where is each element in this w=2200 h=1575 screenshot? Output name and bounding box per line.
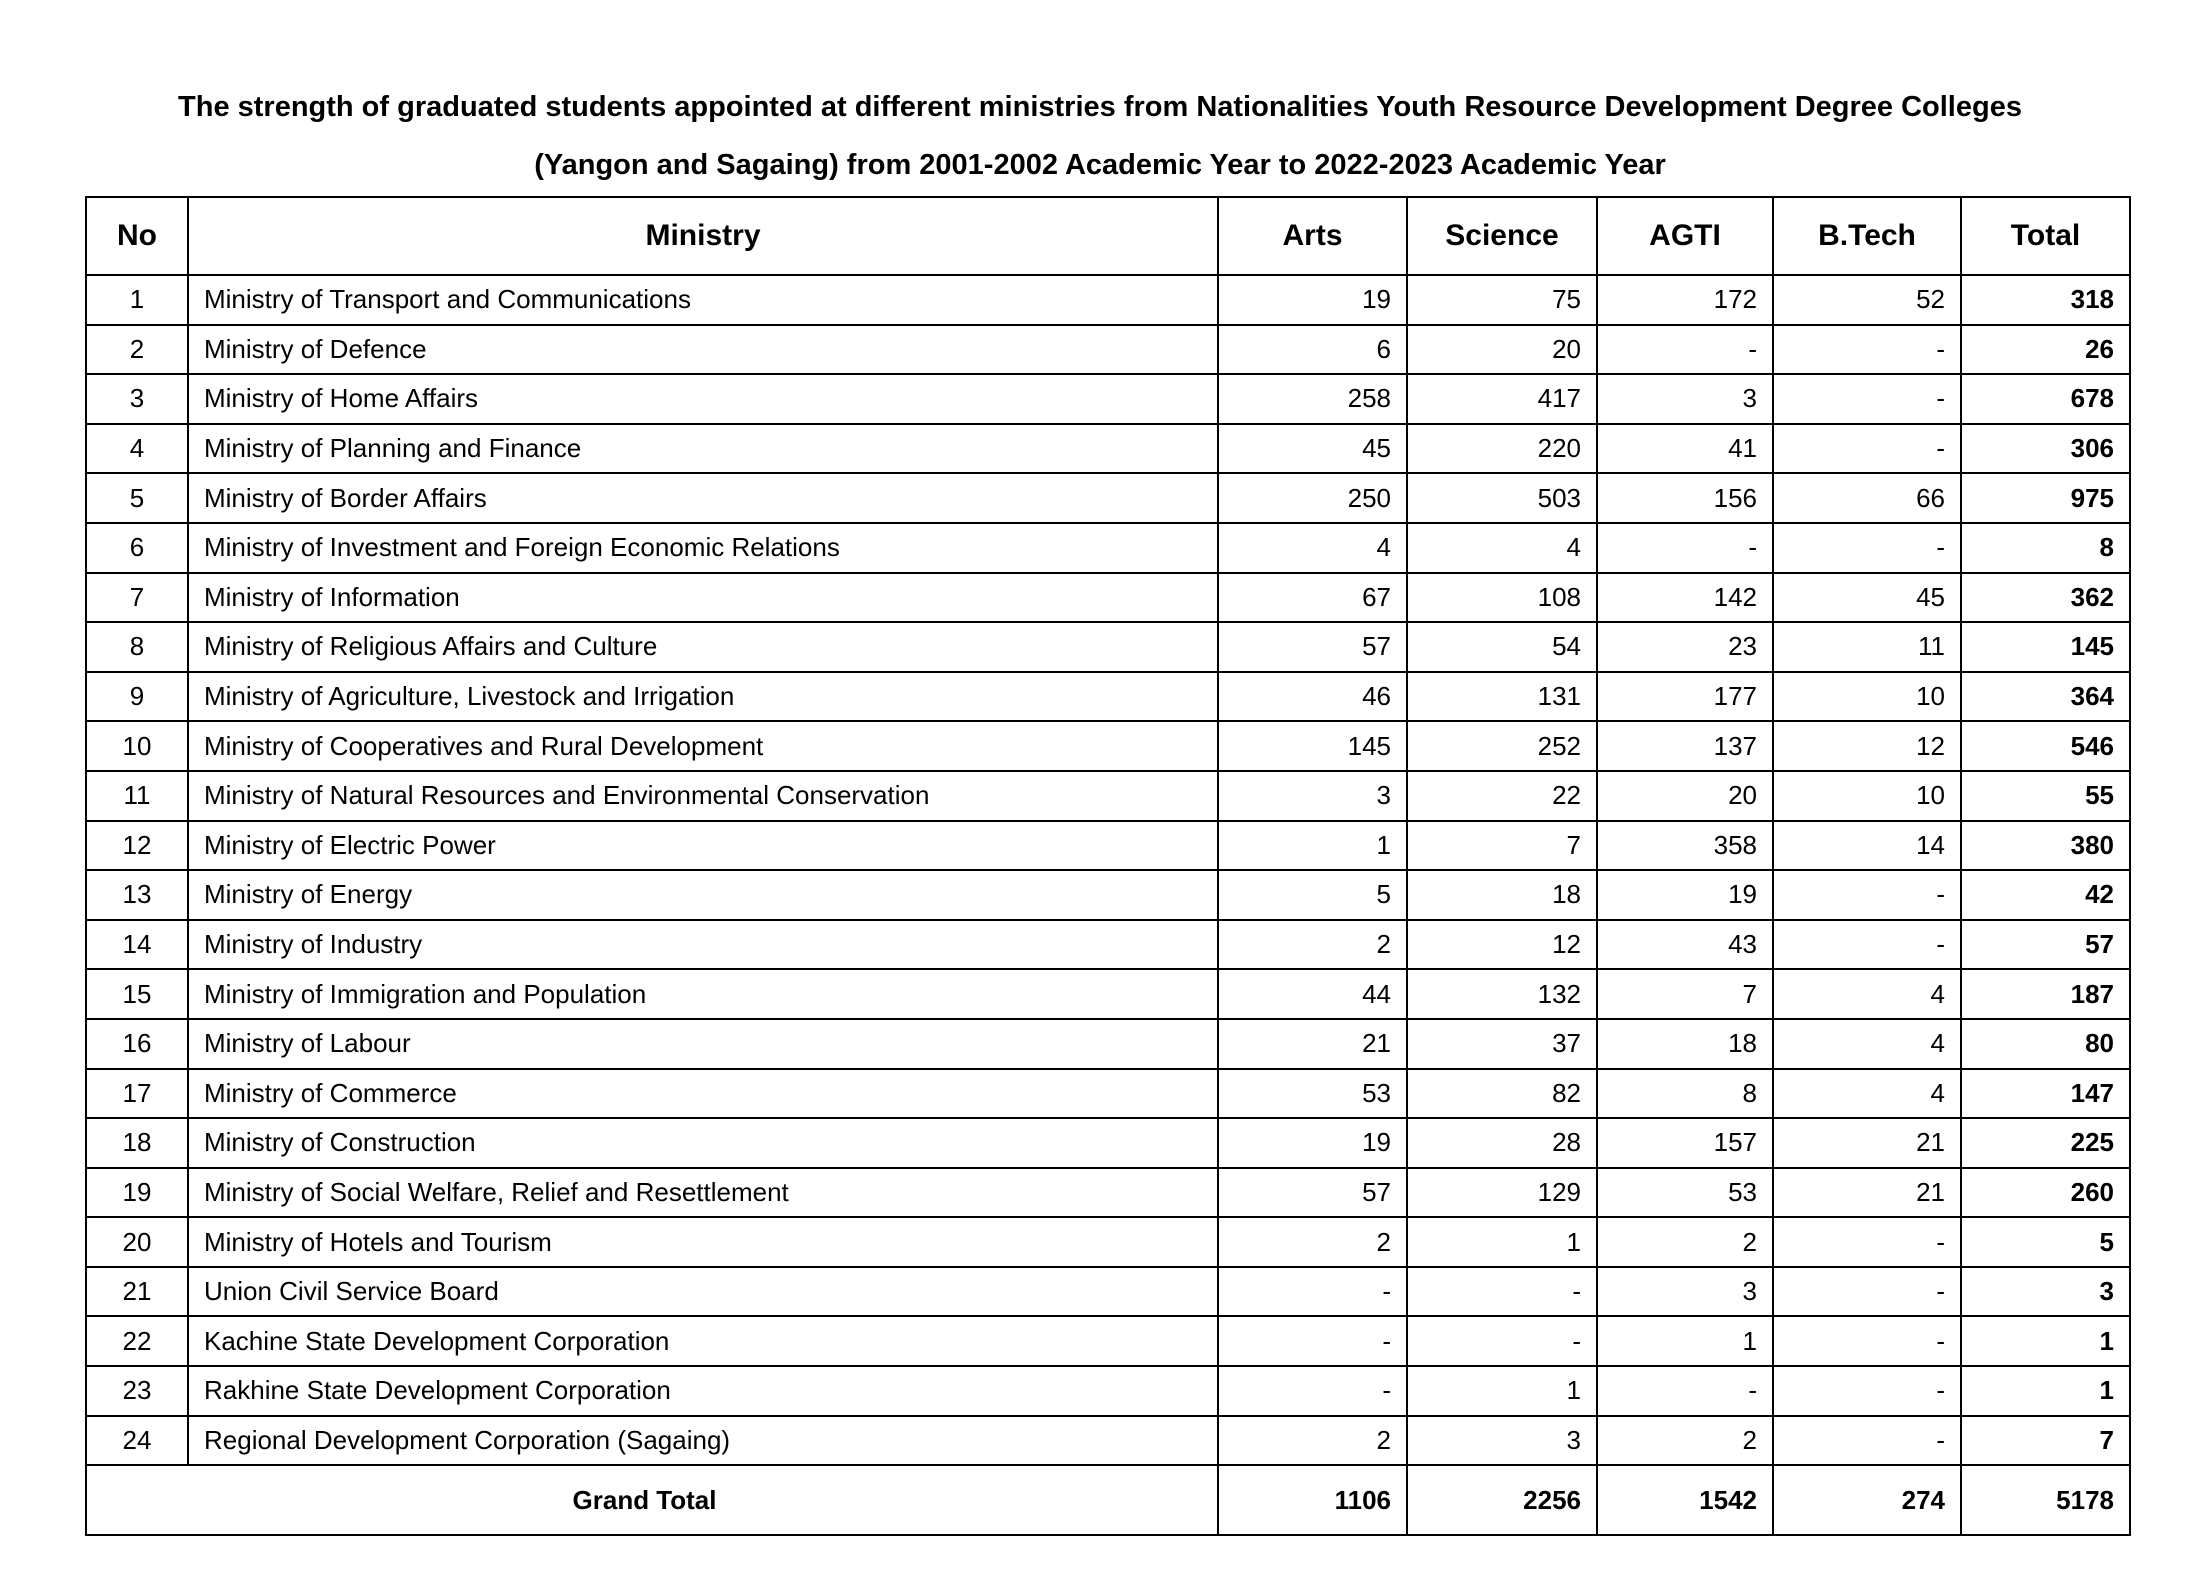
- table-row: [86, 573, 2130, 623]
- cell-arts: 2: [1218, 1217, 1407, 1267]
- cell-total: 1: [1961, 1316, 2130, 1366]
- cell-btech: 21: [1773, 1168, 1961, 1218]
- cell-arts: 4: [1218, 523, 1407, 573]
- header-agti: AGTI: [1597, 197, 1773, 275]
- cell-ministry: Ministry of Immigration and Population: [188, 969, 1218, 1019]
- cell-total: 147: [1961, 1069, 2130, 1119]
- cell-science: 28: [1407, 1118, 1597, 1168]
- cell-science: 129: [1407, 1168, 1597, 1218]
- cell-no: 7: [86, 573, 188, 623]
- cell-no: 1: [86, 275, 188, 325]
- cell-no: 2: [86, 325, 188, 375]
- grand-total-row: [86, 1465, 2130, 1535]
- table-row: [86, 1069, 2130, 1119]
- cell-science: 12: [1407, 920, 1597, 970]
- table-row: [86, 275, 2130, 325]
- title-line-1: The strength of graduated students appointed at different ministries from Nationalities Youth Resource Development Degree Colleges: [178, 91, 2022, 123]
- cell-science: 503: [1407, 473, 1597, 523]
- cell-btech: 66: [1773, 473, 1961, 523]
- cell-agti: 157: [1597, 1118, 1773, 1168]
- header-total: Total: [1961, 197, 2130, 275]
- table-row: [86, 1416, 2130, 1466]
- header-btech: B.Tech: [1773, 197, 1961, 275]
- cell-ministry: Ministry of Industry: [188, 920, 1218, 970]
- table-row: [86, 622, 2130, 672]
- cell-agti: 2: [1597, 1217, 1773, 1267]
- cell-no: 4: [86, 424, 188, 474]
- cell-science: 3: [1407, 1416, 1597, 1466]
- cell-no: 13: [86, 870, 188, 920]
- cell-btech: 11: [1773, 622, 1961, 672]
- cell-ministry: Ministry of Religious Affairs and Culture: [188, 622, 1218, 672]
- cell-arts: 5: [1218, 870, 1407, 920]
- cell-agti: -: [1597, 325, 1773, 375]
- cell-total: 3: [1961, 1267, 2130, 1317]
- grand-total-total: 5178: [1961, 1465, 2130, 1535]
- cell-ministry: Ministry of Information: [188, 573, 1218, 623]
- cell-agti: 3: [1597, 1267, 1773, 1317]
- table-row: [86, 920, 2130, 970]
- table-row: [86, 1267, 2130, 1317]
- table-row: [86, 721, 2130, 771]
- cell-arts: -: [1218, 1267, 1407, 1317]
- cell-btech: -: [1773, 1316, 1961, 1366]
- cell-btech: -: [1773, 1217, 1961, 1267]
- cell-arts: 46: [1218, 672, 1407, 722]
- grand-total-btech: 274: [1773, 1465, 1961, 1535]
- cell-total: 362: [1961, 573, 2130, 623]
- cell-btech: -: [1773, 920, 1961, 970]
- cell-no: 24: [86, 1416, 188, 1466]
- cell-science: 4: [1407, 523, 1597, 573]
- cell-no: 10: [86, 721, 188, 771]
- cell-btech: 52: [1773, 275, 1961, 325]
- table-row: [86, 1118, 2130, 1168]
- cell-arts: 19: [1218, 275, 1407, 325]
- cell-ministry: Ministry of Hotels and Tourism: [188, 1217, 1218, 1267]
- cell-arts: 45: [1218, 424, 1407, 474]
- cell-science: 108: [1407, 573, 1597, 623]
- cell-btech: 14: [1773, 821, 1961, 871]
- cell-total: 55: [1961, 771, 2130, 821]
- cell-agti: 7: [1597, 969, 1773, 1019]
- cell-total: 42: [1961, 870, 2130, 920]
- cell-agti: -: [1597, 523, 1773, 573]
- cell-no: 6: [86, 523, 188, 573]
- cell-total: 80: [1961, 1019, 2130, 1069]
- cell-agti: -: [1597, 1366, 1773, 1416]
- cell-total: 225: [1961, 1118, 2130, 1168]
- cell-total: 678: [1961, 374, 2130, 424]
- cell-science: 7: [1407, 821, 1597, 871]
- table-row: [86, 473, 2130, 523]
- grand-total-science: 2256: [1407, 1465, 1597, 1535]
- cell-science: 220: [1407, 424, 1597, 474]
- cell-ministry: Ministry of Investment and Foreign Economic Relations: [188, 523, 1218, 573]
- cell-ministry: Ministry of Defence: [188, 325, 1218, 375]
- cell-ministry: Ministry of Commerce: [188, 1069, 1218, 1119]
- cell-btech: -: [1773, 870, 1961, 920]
- cell-ministry: Kachine State Development Corporation: [188, 1316, 1218, 1366]
- cell-ministry: Union Civil Service Board: [188, 1267, 1218, 1317]
- cell-no: 16: [86, 1019, 188, 1069]
- grand-total-arts: 1106: [1218, 1465, 1407, 1535]
- cell-science: 75: [1407, 275, 1597, 325]
- cell-btech: 4: [1773, 1019, 1961, 1069]
- cell-agti: 2: [1597, 1416, 1773, 1466]
- table-row: [86, 1316, 2130, 1366]
- cell-total: 187: [1961, 969, 2130, 1019]
- cell-btech: 10: [1773, 771, 1961, 821]
- table-row: [86, 870, 2130, 920]
- cell-no: 20: [86, 1217, 188, 1267]
- cell-btech: 12: [1773, 721, 1961, 771]
- cell-arts: 145: [1218, 721, 1407, 771]
- cell-arts: 2: [1218, 1416, 1407, 1466]
- cell-agti: 43: [1597, 920, 1773, 970]
- ministry-table: [85, 196, 2131, 1536]
- cell-arts: 19: [1218, 1118, 1407, 1168]
- table-header-row: [86, 197, 2130, 275]
- table-body: [86, 275, 2130, 1465]
- cell-agti: 53: [1597, 1168, 1773, 1218]
- table-row: [86, 969, 2130, 1019]
- cell-no: 23: [86, 1366, 188, 1416]
- cell-agti: 8: [1597, 1069, 1773, 1119]
- cell-science: 20: [1407, 325, 1597, 375]
- table-row: [86, 1217, 2130, 1267]
- page-title: [85, 78, 2115, 194]
- cell-science: 1: [1407, 1366, 1597, 1416]
- cell-arts: 67: [1218, 573, 1407, 623]
- cell-no: 17: [86, 1069, 188, 1119]
- cell-btech: 4: [1773, 969, 1961, 1019]
- cell-total: 57: [1961, 920, 2130, 970]
- cell-ministry: Ministry of Social Welfare, Relief and Resettlement: [188, 1168, 1218, 1218]
- cell-btech: 45: [1773, 573, 1961, 623]
- cell-arts: 57: [1218, 1168, 1407, 1218]
- grand-total-label: Grand Total: [86, 1465, 1218, 1535]
- cell-total: 7: [1961, 1416, 2130, 1466]
- header-science: Science: [1407, 197, 1597, 275]
- cell-arts: 57: [1218, 622, 1407, 672]
- cell-total: 5: [1961, 1217, 2130, 1267]
- cell-total: 364: [1961, 672, 2130, 722]
- cell-ministry: Ministry of Transport and Communications: [188, 275, 1218, 325]
- cell-agti: 142: [1597, 573, 1773, 623]
- cell-arts: 21: [1218, 1019, 1407, 1069]
- table-row: [86, 821, 2130, 871]
- cell-ministry: Rakhine State Development Corporation: [188, 1366, 1218, 1416]
- cell-total: 546: [1961, 721, 2130, 771]
- cell-science: 18: [1407, 870, 1597, 920]
- cell-no: 15: [86, 969, 188, 1019]
- cell-science: 132: [1407, 969, 1597, 1019]
- cell-btech: 21: [1773, 1118, 1961, 1168]
- cell-no: 21: [86, 1267, 188, 1317]
- cell-science: 82: [1407, 1069, 1597, 1119]
- cell-btech: -: [1773, 523, 1961, 573]
- table-row: [86, 523, 2130, 573]
- cell-agti: 358: [1597, 821, 1773, 871]
- cell-no: 22: [86, 1316, 188, 1366]
- cell-arts: 2: [1218, 920, 1407, 970]
- cell-total: 145: [1961, 622, 2130, 672]
- cell-ministry: Ministry of Border Affairs: [188, 473, 1218, 523]
- cell-science: -: [1407, 1267, 1597, 1317]
- cell-science: 252: [1407, 721, 1597, 771]
- cell-science: 54: [1407, 622, 1597, 672]
- cell-arts: 1: [1218, 821, 1407, 871]
- cell-no: 14: [86, 920, 188, 970]
- cell-arts: 250: [1218, 473, 1407, 523]
- cell-total: 380: [1961, 821, 2130, 871]
- cell-arts: 53: [1218, 1069, 1407, 1119]
- cell-ministry: Ministry of Energy: [188, 870, 1218, 920]
- cell-science: 37: [1407, 1019, 1597, 1069]
- cell-no: 5: [86, 473, 188, 523]
- cell-total: 26: [1961, 325, 2130, 375]
- cell-arts: 44: [1218, 969, 1407, 1019]
- cell-science: 131: [1407, 672, 1597, 722]
- table-row: [86, 672, 2130, 722]
- cell-agti: 18: [1597, 1019, 1773, 1069]
- cell-agti: 177: [1597, 672, 1773, 722]
- cell-ministry: Ministry of Natural Resources and Environmental Conservation: [188, 771, 1218, 821]
- grand-total-agti: 1542: [1597, 1465, 1773, 1535]
- cell-ministry: Ministry of Home Affairs: [188, 374, 1218, 424]
- cell-agti: 20: [1597, 771, 1773, 821]
- cell-total: 975: [1961, 473, 2130, 523]
- cell-no: 3: [86, 374, 188, 424]
- cell-ministry: Ministry of Cooperatives and Rural Development: [188, 721, 1218, 771]
- cell-no: 8: [86, 622, 188, 672]
- cell-science: 417: [1407, 374, 1597, 424]
- header-no: No: [86, 197, 188, 275]
- cell-arts: -: [1218, 1316, 1407, 1366]
- cell-agti: 41: [1597, 424, 1773, 474]
- cell-btech: -: [1773, 1267, 1961, 1317]
- title-line-2: (Yangon and Sagaing) from 2001-2002 Academic Year to 2022-2023 Academic Year: [534, 149, 1666, 181]
- cell-btech: -: [1773, 374, 1961, 424]
- cell-btech: -: [1773, 325, 1961, 375]
- cell-btech: 10: [1773, 672, 1961, 722]
- cell-agti: 137: [1597, 721, 1773, 771]
- cell-btech: -: [1773, 424, 1961, 474]
- cell-total: 1: [1961, 1366, 2130, 1416]
- table-row: [86, 1168, 2130, 1218]
- cell-agti: 1: [1597, 1316, 1773, 1366]
- header-arts: Arts: [1218, 197, 1407, 275]
- cell-total: 260: [1961, 1168, 2130, 1218]
- cell-no: 9: [86, 672, 188, 722]
- cell-total: 8: [1961, 523, 2130, 573]
- cell-science: -: [1407, 1316, 1597, 1366]
- header-ministry: Ministry: [188, 197, 1218, 275]
- cell-btech: -: [1773, 1416, 1961, 1466]
- cell-arts: -: [1218, 1366, 1407, 1416]
- cell-no: 18: [86, 1118, 188, 1168]
- table-row: [86, 325, 2130, 375]
- cell-agti: 3: [1597, 374, 1773, 424]
- cell-ministry: Ministry of Planning and Finance: [188, 424, 1218, 474]
- table-row: [86, 1019, 2130, 1069]
- table-row: [86, 771, 2130, 821]
- cell-arts: 6: [1218, 325, 1407, 375]
- cell-btech: 4: [1773, 1069, 1961, 1119]
- cell-agti: 19: [1597, 870, 1773, 920]
- cell-agti: 156: [1597, 473, 1773, 523]
- cell-btech: -: [1773, 1366, 1961, 1416]
- cell-no: 11: [86, 771, 188, 821]
- cell-ministry: Ministry of Labour: [188, 1019, 1218, 1069]
- cell-total: 306: [1961, 424, 2130, 474]
- table-row: [86, 1366, 2130, 1416]
- cell-no: 19: [86, 1168, 188, 1218]
- table-row: [86, 424, 2130, 474]
- cell-total: 318: [1961, 275, 2130, 325]
- cell-science: 22: [1407, 771, 1597, 821]
- cell-science: 1: [1407, 1217, 1597, 1267]
- cell-ministry: Regional Development Corporation (Sagaing): [188, 1416, 1218, 1466]
- cell-no: 12: [86, 821, 188, 871]
- cell-arts: 258: [1218, 374, 1407, 424]
- cell-agti: 172: [1597, 275, 1773, 325]
- cell-ministry: Ministry of Agriculture, Livestock and Irrigation: [188, 672, 1218, 722]
- cell-arts: 3: [1218, 771, 1407, 821]
- table-row: [86, 374, 2130, 424]
- cell-agti: 23: [1597, 622, 1773, 672]
- cell-ministry: Ministry of Construction: [188, 1118, 1218, 1168]
- cell-ministry: Ministry of Electric Power: [188, 821, 1218, 871]
